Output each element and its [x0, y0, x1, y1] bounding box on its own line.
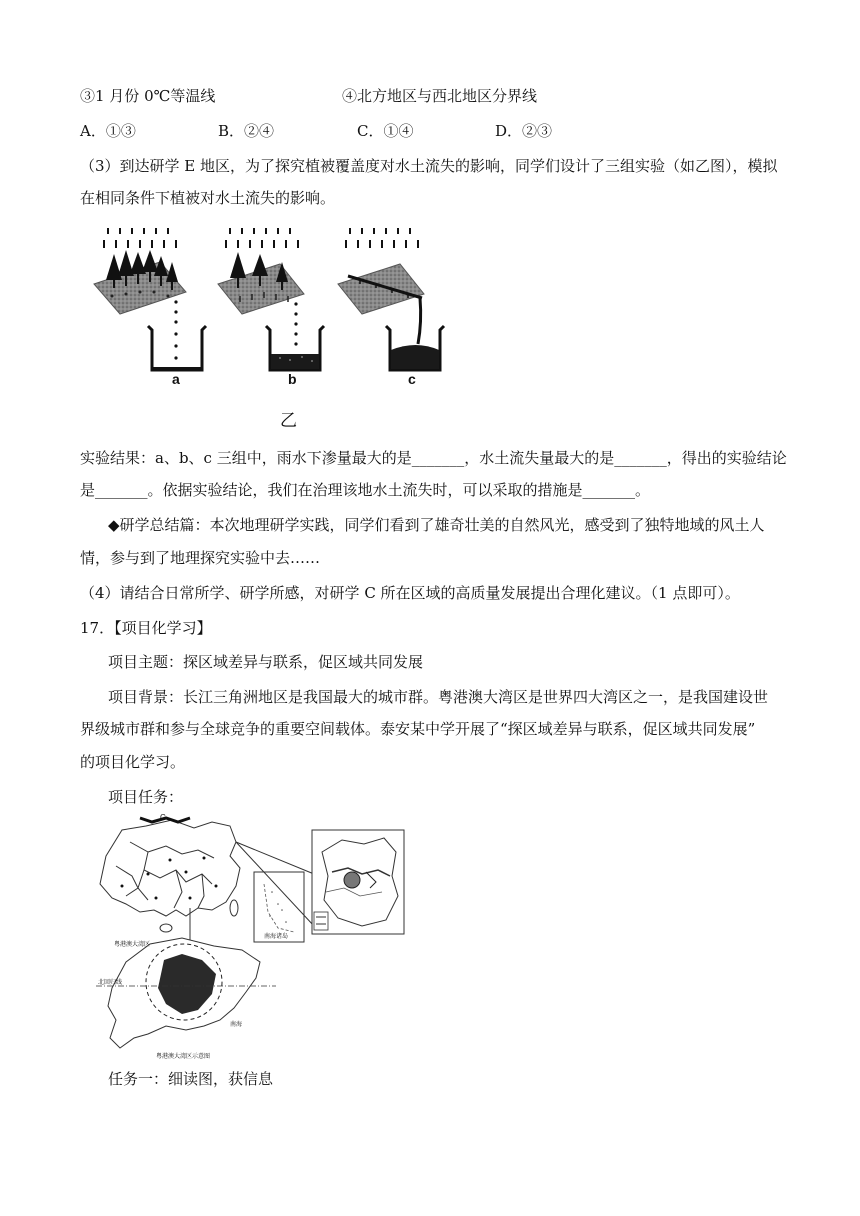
option-c: C．①④ [357, 122, 414, 140]
result-line2: 是_______。依据实验结论，我们在治理该地水土流失时，可以采取的措施是_______。 [80, 481, 651, 499]
q17-heading: 17．【项目化学习】 [80, 619, 212, 637]
q17-task-label: 项目任务： [108, 788, 184, 806]
setup-b [218, 228, 324, 370]
q17-theme: 项目主题：探区域差异与联系，促区域共同发展 [108, 653, 424, 671]
gba-map [96, 938, 276, 1048]
q4-text: （4）请结合日常所学、研学所感，对研学 C 所在区域的高质量发展提出合理化建议。（1 点即可）。 [80, 584, 740, 602]
item-3: ③1 月份 0℃等温线 [80, 87, 216, 105]
summary-line2: 情，参与到了地理探究实验中去…… [80, 549, 321, 567]
map-figure [86, 812, 416, 1064]
q17-background-line2: 界级城市群和参与全球竞争的重要空间载体。泰安某中学开展了“探区域差异与联系，促区域共同发展” [80, 720, 756, 738]
label-gba: 粤港澳大湾区 [114, 941, 151, 948]
q3-line1: （3）到达研学 E 地区，为了探究植被覆盖度对水土流失的影响，同学们设计了三组实验（如乙图），模拟 [80, 157, 778, 175]
option-b: B．②④ [218, 122, 275, 140]
q3-line2: 在相同条件下植被对水土流失的影响。 [80, 189, 336, 207]
label-south-sea: 南海 [230, 1021, 243, 1028]
summary-line1: ◆研学总结篇：本次地理研学实践，同学们看到了雄奇壮美的自然风光，感受到了独特地域的风土人 [108, 516, 765, 534]
label-b: b [288, 371, 297, 387]
setup-c [338, 228, 444, 370]
q17-background-line3: 的项目化学习。 [80, 753, 186, 771]
label-tropic: 北回归线 [98, 979, 123, 986]
label-c: c [408, 371, 416, 387]
figure-caption-yi: 乙 [280, 411, 297, 431]
result-line1: 实验结果：a、b、c 三组中，雨水下渗量最大的是_______，水土流失量最大的是_______，得出的实验结论 [80, 449, 787, 467]
label-a: a [172, 371, 180, 387]
setup-a [94, 228, 206, 370]
task1-heading: 任务一：细读图，获信息 [108, 1070, 274, 1088]
china-map [100, 820, 240, 916]
map-label-c: C [160, 813, 166, 822]
option-d: D．②③ [495, 122, 553, 140]
gba-map-caption: 粤港澳大湾区示意图 [156, 1053, 211, 1060]
q17-background-line1: 项目背景：长江三角洲地区是我国最大的城市群。粤港澳大湾区是世界四大湾区之一，是我国建设世 [108, 688, 769, 706]
label-nanhai-islands: 南海诸岛 [264, 933, 289, 940]
item-4: ④北方地区与西北地区分界线 [342, 87, 538, 105]
option-a: A．①③ [80, 122, 136, 140]
experiment-figure [90, 222, 450, 392]
